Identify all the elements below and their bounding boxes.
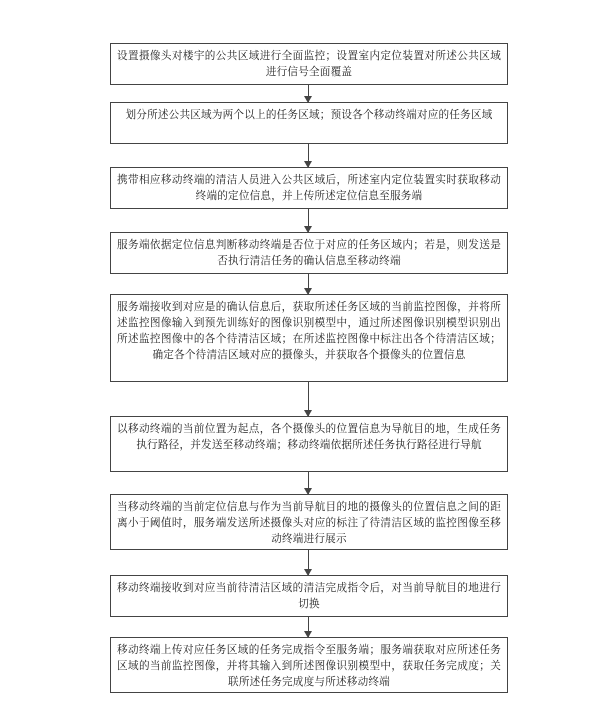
flow-step-9-text: 移动终端上传对应任务区域的任务完成指令至服务端；服务端获取对应所述任务区域的当前监控图像，并将其输入到所述图像识别模型中，获取任务完成度；关联所述任务完成度与所述移动终端 <box>117 644 501 688</box>
flow-step-2 <box>110 102 508 144</box>
flow-step-4-text: 服务端依据定位信息判断移动终端是否位于对应的任务区域内；若是，则发送是否执行清洁任务的确认信息至移动终端 <box>117 239 501 267</box>
flow-arrow-2 <box>308 144 309 167</box>
flow-step-5-text: 服务端接收到对应是的确认信息后，获取所述任务区域的当前监控图像，并将所述监控图像输入到预先训练好的图像识别模型中，通过所述图像识别模型识别出所述监控图像中的各个待清洁区域；在所述监控图像中标注出各个待清洁区域；确定各个待清洁区域对应的摄像头，并获取各个摄像头的位置信息 <box>117 301 501 361</box>
flow-arrow-5 <box>308 382 309 416</box>
flow-step-8-text: 移动终端接收到对应当前待清洁区域的清洁完成指令后，对当前导航目的地进行切换 <box>117 582 501 610</box>
flow-step-9 <box>110 637 508 693</box>
flow-step-3 <box>110 167 508 209</box>
flow-step-6-text: 以移动终端的当前位置为起点，各个摄像头的位置信息为导航目的地，生成任务执行路径，并发送至移动终端；移动终端依据所述任务执行路径进行导航 <box>117 423 501 451</box>
flow-arrow-6 <box>308 472 309 494</box>
flow-step-2-text: 划分所述公共区域为两个以上的任务区域；预设各个移动终端对应的任务区域 <box>125 109 493 121</box>
flow-arrow-1 <box>308 85 309 102</box>
flow-arrow-7 <box>308 550 309 575</box>
flow-arrow-4 <box>308 274 309 294</box>
flow-step-1-text: 设置摄像头对楼宇的公共区域进行全面监控；设置室内定位装置对所述公共区域进行信号全面覆盖 <box>117 50 501 78</box>
flow-step-7 <box>110 494 508 550</box>
flow-step-6 <box>110 416 508 472</box>
flow-step-8 <box>110 575 508 617</box>
flow-step-4 <box>110 232 508 274</box>
flow-step-1 <box>110 43 508 85</box>
flow-arrow-8 <box>308 617 309 637</box>
flow-step-5 <box>110 294 508 382</box>
flow-arrow-3 <box>308 209 309 232</box>
flow-step-3-text: 携带相应移动终端的清洁人员进入公共区域后，所述室内定位装置实时获取移动终端的定位信息，并上传所述定位信息至服务端 <box>117 174 501 202</box>
flow-step-7-text: 当移动终端的当前定位信息与作为当前导航目的地的摄像头的位置信息之间的距离小于阈值时，服务端发送所述摄像头对应的标注了待清洁区域的监控图像至移动终端进行展示 <box>117 501 501 545</box>
